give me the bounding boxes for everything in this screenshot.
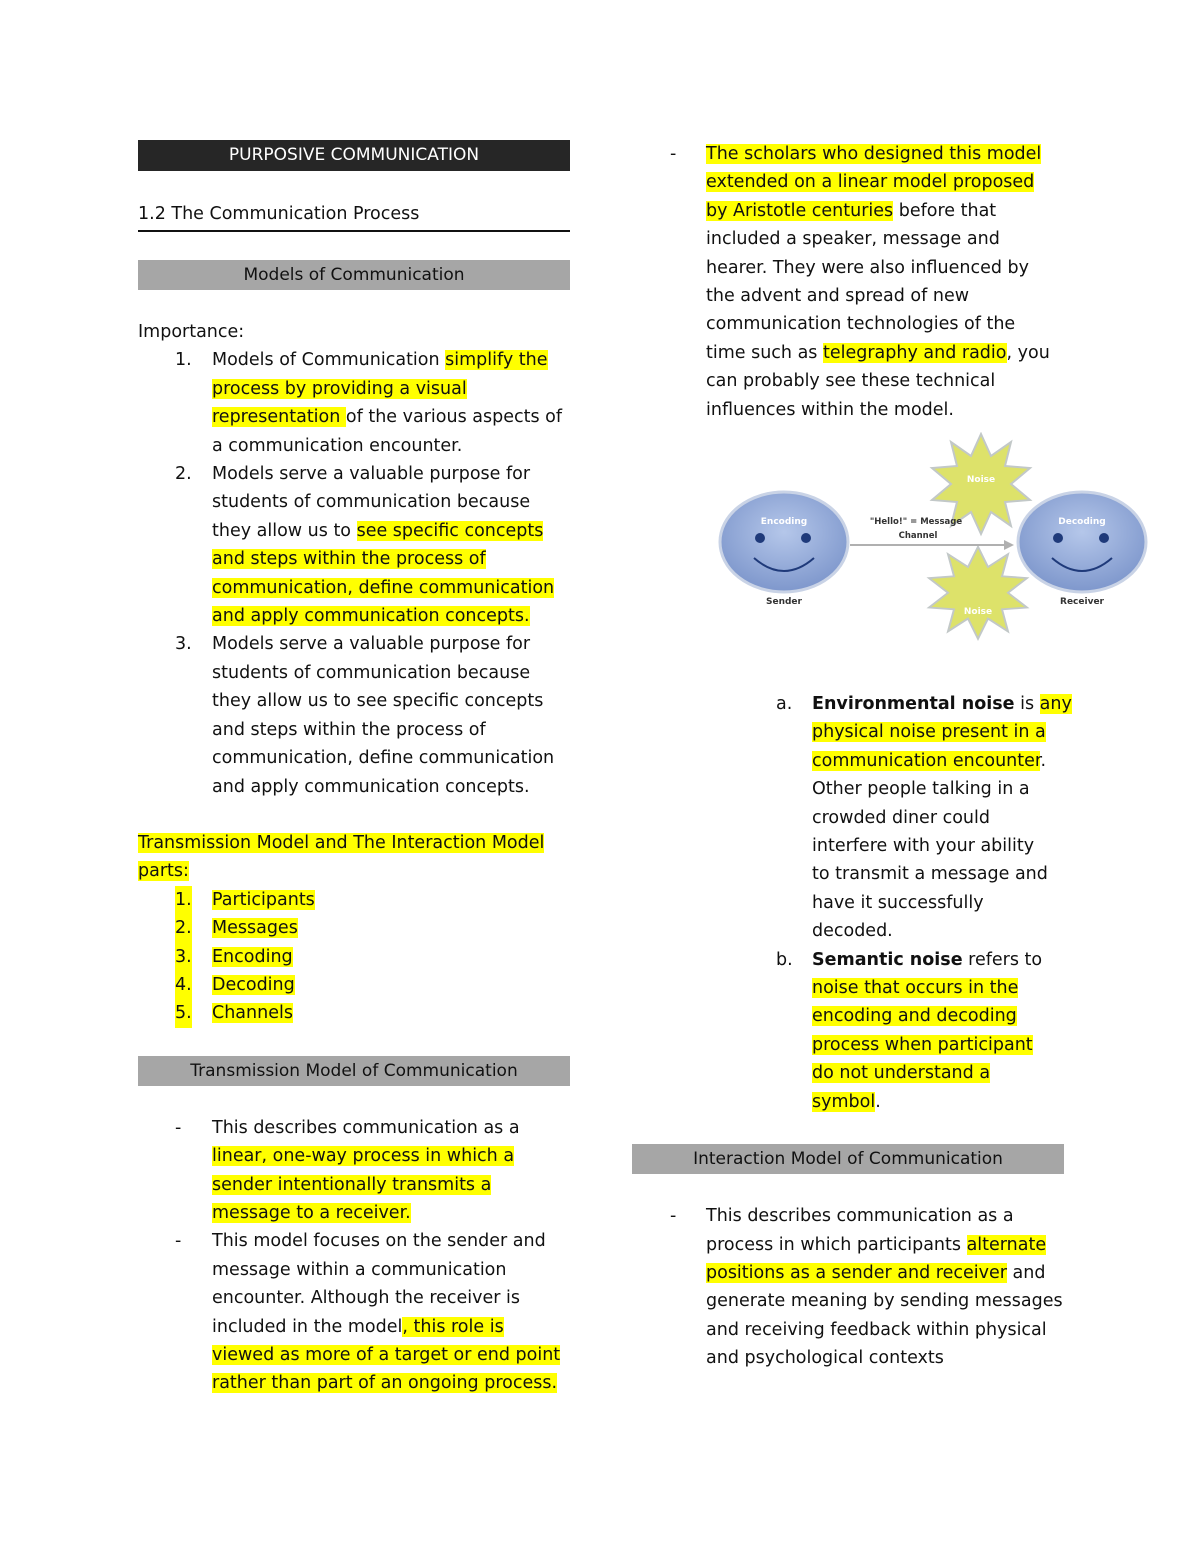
text-line xyxy=(706,339,1070,367)
message-label: "Hello!" = Message xyxy=(869,517,963,527)
text-line xyxy=(812,718,1100,746)
text-span: and xyxy=(1006,1262,1046,1283)
parts-heading xyxy=(138,829,570,886)
text-span: refers to xyxy=(962,949,1043,970)
interaction-list xyxy=(670,1202,1100,1372)
list-item xyxy=(670,690,1100,946)
text-line xyxy=(706,168,1070,196)
text-span: process in which participants xyxy=(706,1234,967,1255)
text-span: encounter. Although the receiver is xyxy=(212,1288,521,1309)
section-subtitle: 1.2 The Communication Process xyxy=(138,199,570,232)
text-span: Models serve a valuable purpose for xyxy=(212,634,531,655)
text-span: influences within the model. xyxy=(706,399,954,420)
text-line xyxy=(706,1202,1100,1230)
document-title: PURPOSIVE COMMUNICATION xyxy=(138,140,570,171)
parts-heading-line: Transmission Model and The Interaction Model xyxy=(138,832,545,853)
highlighted-text: message to a receiver. xyxy=(212,1202,411,1223)
text-line xyxy=(212,432,570,460)
list-marker: b. xyxy=(776,949,793,970)
text-span: they allow us to see specific concepts xyxy=(212,691,544,712)
highlighted-text: symbol xyxy=(812,1091,876,1112)
list-marker: 2. xyxy=(175,914,192,942)
highlighted-text: simplify the xyxy=(445,350,548,371)
text-line xyxy=(812,1002,1100,1030)
list-marker: 5. xyxy=(175,999,192,1027)
list-marker: a. xyxy=(776,694,793,714)
highlighted-text: noise that occurs in the xyxy=(812,978,1019,999)
highlighted-text: extended on a linear model proposed xyxy=(706,172,1035,193)
left-column xyxy=(138,140,570,1398)
text-line xyxy=(212,1142,570,1170)
highlighted-text: viewed as more of a target or end point xyxy=(212,1345,561,1365)
highlighted-text: positions as a sender and receiver xyxy=(706,1262,1007,1283)
highlighted-text: any xyxy=(1039,694,1072,714)
list-item xyxy=(670,1202,1100,1372)
part-label: Participants xyxy=(212,889,315,910)
text-span: the advent and spread of new xyxy=(706,286,970,307)
list-marker: 2. xyxy=(175,464,192,485)
text-line xyxy=(212,545,570,573)
text-span: and apply communication concepts. xyxy=(212,776,530,797)
text-line xyxy=(812,690,1100,718)
highlighted-text: communication, define communication xyxy=(212,577,555,598)
noise-star-bottom xyxy=(929,547,1027,639)
text-line xyxy=(212,403,570,431)
highlighted-text: physical noise present in a xyxy=(812,722,1046,743)
list-item xyxy=(138,630,570,800)
text-span: and receiving feedback within physical xyxy=(706,1319,1047,1340)
highlighted-text: process when participant xyxy=(812,1034,1033,1055)
text-line xyxy=(212,744,570,772)
parts-heading-line: parts: xyxy=(138,861,189,882)
list-marker: 3. xyxy=(175,943,192,971)
text-line xyxy=(706,1344,1100,1372)
text-span: Other people talking in a xyxy=(812,779,1030,800)
bold-term: Semantic noise xyxy=(812,949,963,970)
text-line xyxy=(706,1287,1100,1315)
text-line xyxy=(706,367,1070,395)
highlighted-text: encoding and decoding xyxy=(812,1006,1017,1027)
text-line xyxy=(212,602,570,630)
highlighted-text: and steps within the process of xyxy=(212,549,486,570)
importance-list xyxy=(138,346,570,801)
text-line xyxy=(212,1199,570,1227)
highlighted-text: sender intentionally transmits a xyxy=(212,1174,492,1195)
text-line xyxy=(212,574,570,602)
text-span: included in the model xyxy=(212,1316,403,1337)
text-line xyxy=(812,946,1100,974)
highlighted-text: see specific concepts xyxy=(356,520,544,541)
transmission-list xyxy=(138,1114,570,1398)
noise-bottom-label: Noise xyxy=(963,607,993,617)
text-span: message within a communication xyxy=(212,1259,507,1280)
text-span: have it successfully xyxy=(812,892,984,913)
text-line xyxy=(706,140,1070,168)
text-line xyxy=(212,630,570,658)
text-line xyxy=(706,1231,1100,1259)
right-column xyxy=(670,140,1070,424)
text-span: , you xyxy=(1006,342,1050,363)
list-item xyxy=(138,460,570,630)
highlighted-text: do not understand a xyxy=(812,1063,991,1084)
models-heading: Models of Communication xyxy=(138,260,570,290)
decoding-label: Decoding xyxy=(1058,517,1106,527)
encoding-label: Encoding xyxy=(760,517,808,527)
list-marker: 1. xyxy=(175,350,192,371)
text-line xyxy=(212,1341,570,1369)
text-line xyxy=(812,1031,1100,1059)
text-line xyxy=(706,1259,1100,1287)
text-line xyxy=(706,310,1070,338)
text-span: of the various aspects of xyxy=(345,407,562,428)
receiver-label: Receiver xyxy=(1060,597,1104,607)
text-span: and psychological contexts xyxy=(706,1348,944,1369)
list-marker: - xyxy=(670,144,677,164)
text-span: . xyxy=(1040,750,1047,771)
part-item xyxy=(138,999,570,1027)
highlighted-text: process by providing a visual xyxy=(212,378,467,399)
text-span: generate meaning by sending messages xyxy=(706,1291,1063,1312)
text-line xyxy=(212,687,570,715)
text-span: communication technologies of the xyxy=(706,314,1016,335)
list-marker: - xyxy=(670,1206,677,1227)
text-span: before that xyxy=(893,200,997,221)
text-span: students of communication because xyxy=(212,662,531,683)
list-item xyxy=(138,1114,570,1228)
text-line xyxy=(212,1227,570,1255)
text-line xyxy=(706,197,1070,225)
text-span: included a speaker, message and xyxy=(706,229,1000,250)
text-line xyxy=(212,488,570,516)
text-span: a communication encounter. xyxy=(212,435,463,456)
list-marker: 3. xyxy=(175,634,192,655)
part-item xyxy=(138,943,570,971)
highlighted-text: The scholars who designed this model xyxy=(706,144,1042,164)
text-line xyxy=(212,375,570,403)
part-item xyxy=(138,914,570,942)
text-line xyxy=(212,1313,570,1341)
highlighted-text: , this role is xyxy=(402,1316,504,1337)
highlighted-text: communication encounter xyxy=(812,750,1041,771)
text-line xyxy=(212,659,570,687)
channel-label: Channel xyxy=(898,531,938,541)
text-line xyxy=(212,716,570,744)
text-span: they allow us to xyxy=(212,520,357,541)
highlighted-text: linear, one-way process in which a xyxy=(212,1146,515,1167)
parts-list xyxy=(138,886,570,1028)
noise-top-label: Noise xyxy=(966,475,996,485)
list-item xyxy=(670,946,1100,1116)
receiver-face xyxy=(1018,492,1146,592)
text-line xyxy=(212,1171,570,1199)
text-span: hearer. They were also influenced by xyxy=(706,257,1029,278)
text-span: and steps within the process of xyxy=(212,719,486,740)
sender-label: Sender xyxy=(766,597,802,607)
text-span: This model focuses on the sender and xyxy=(212,1231,546,1252)
highlighted-text: and apply communication concepts. xyxy=(212,606,530,627)
right-lower-column xyxy=(670,690,1100,1373)
part-label: Decoding xyxy=(212,974,295,995)
list-item xyxy=(138,346,570,460)
highlighted-text: alternate xyxy=(966,1234,1047,1255)
part-item xyxy=(138,886,570,914)
text-line xyxy=(212,517,570,545)
text-line xyxy=(812,775,1100,803)
highlighted-text: telegraphy and radio xyxy=(823,342,1007,363)
text-line xyxy=(212,1114,570,1142)
text-line xyxy=(706,282,1070,310)
part-item xyxy=(138,971,570,999)
list-item xyxy=(670,140,1070,424)
list-marker: - xyxy=(175,1117,182,1138)
part-label: Messages xyxy=(212,918,298,939)
text-span: decoded. xyxy=(812,921,893,942)
text-span: This describes communication as a xyxy=(212,1117,520,1138)
text-line xyxy=(812,832,1100,860)
channel-arrow xyxy=(850,540,1014,550)
text-line xyxy=(212,460,570,488)
text-span: Models serve a valuable purpose for xyxy=(212,464,531,485)
highlighted-text: representation xyxy=(212,407,346,428)
text-span: . xyxy=(875,1091,881,1112)
list-item xyxy=(138,1227,570,1397)
text-line xyxy=(812,974,1100,1002)
noise-list xyxy=(670,690,1100,1116)
text-span: is xyxy=(1014,694,1040,714)
text-span: Models of Communication xyxy=(212,350,446,371)
list-marker: - xyxy=(175,1231,182,1252)
bold-term: Environmental noise xyxy=(812,694,1015,714)
text-line xyxy=(812,860,1100,888)
list-marker: 1. xyxy=(175,886,192,914)
text-span: time such as xyxy=(706,342,823,363)
text-line xyxy=(706,254,1070,282)
text-line xyxy=(212,1369,570,1397)
text-line xyxy=(212,346,570,374)
text-span: students of communication because xyxy=(212,492,531,513)
highlighted-text: by Aristotle centuries xyxy=(706,200,894,221)
importance-label: Importance: xyxy=(138,322,245,342)
text-line xyxy=(706,1316,1100,1344)
text-line xyxy=(812,1088,1100,1116)
right-intro xyxy=(670,140,1070,424)
text-span: communication, define communication xyxy=(212,748,555,769)
text-span: crowded diner could xyxy=(812,807,990,828)
text-line xyxy=(812,747,1100,775)
sender-face xyxy=(720,492,848,592)
transmission-heading: Transmission Model of Communication xyxy=(138,1056,570,1086)
text-span: can probably see these technical xyxy=(706,371,996,392)
text-span: interfere with your ability xyxy=(812,836,1035,857)
part-label: Channels xyxy=(212,1003,293,1024)
part-label: Encoding xyxy=(212,946,293,967)
text-line xyxy=(706,396,1070,424)
interaction-heading: Interaction Model of Communication xyxy=(632,1144,1064,1174)
text-line xyxy=(812,1059,1100,1087)
communication-model-diagram xyxy=(706,432,1156,662)
text-span: to transmit a message and xyxy=(812,864,1048,885)
text-line xyxy=(706,225,1070,253)
text-line xyxy=(812,804,1100,832)
highlighted-text: rather than part of an ongoing process. xyxy=(212,1373,558,1394)
text-line xyxy=(212,1256,570,1284)
text-line xyxy=(212,1284,570,1312)
text-line xyxy=(812,917,1100,945)
list-marker: 4. xyxy=(175,971,192,999)
text-line xyxy=(812,889,1100,917)
text-span: This describes communication as a xyxy=(706,1206,1014,1227)
text-line xyxy=(212,773,570,801)
